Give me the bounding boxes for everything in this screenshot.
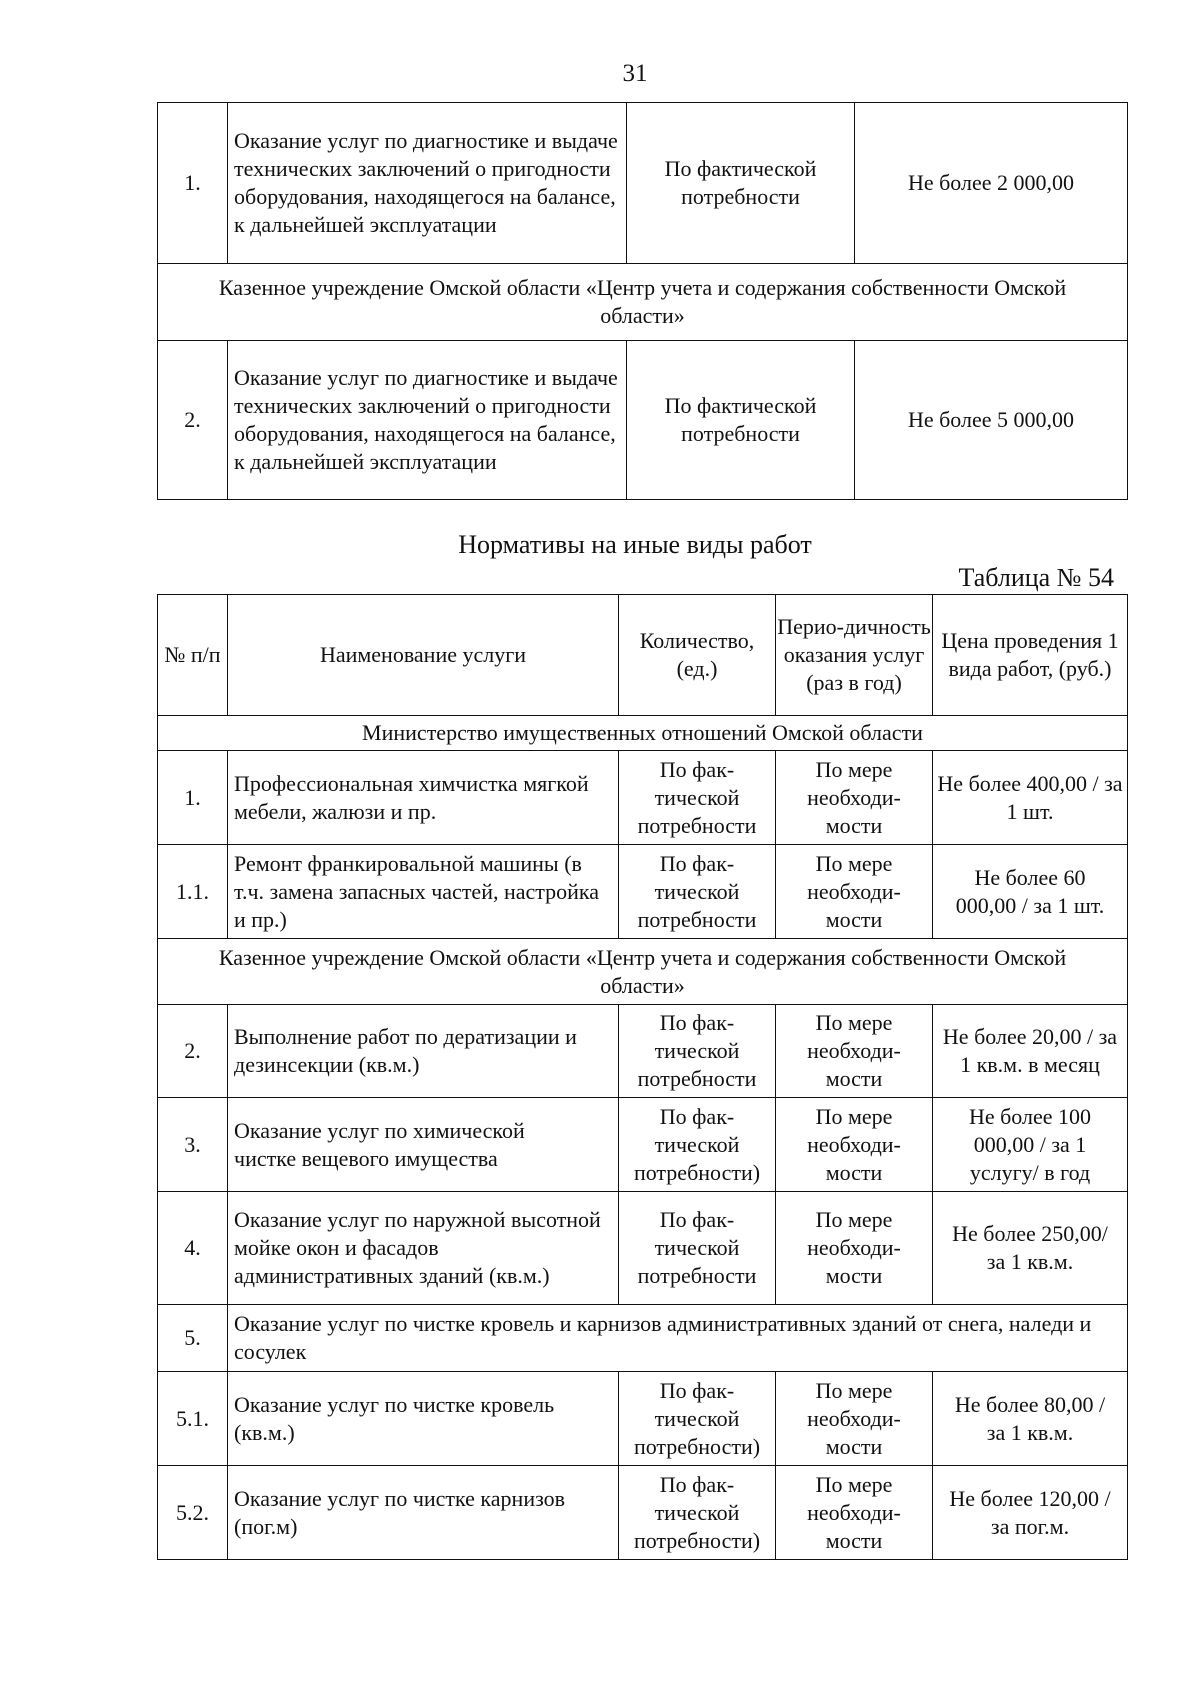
section-row — [158, 939, 1128, 1005]
column-header-price: Цена проведения 1 вида работ, (руб.) — [933, 595, 1128, 716]
table-54 — [157, 594, 1128, 1560]
table-label: Таблица № 54 — [958, 563, 1114, 592]
row-number: 2. — [158, 1005, 228, 1098]
price: Не более 2 000,00 — [855, 103, 1128, 264]
section-row — [158, 716, 1128, 751]
service-name: Оказание услуг по наружной высотной мойке окон и фасадов административных зданий (кв.м.) — [228, 1192, 619, 1305]
service-name: Выполнение работ по дератизации и дезинсекции (кв.м.) — [228, 1005, 619, 1098]
quantity: По фак-тической потребности) — [619, 1466, 776, 1560]
service-name: Оказание услуг по диагностике и выдаче технических заключений о пригодности оборудования, находящегося на балансе, к дальнейшей эксплуатации — [228, 103, 627, 264]
service-name: Оказание услуг по химической чистке вещевого имущества — [228, 1098, 619, 1192]
periodicity: По мере необходи-мости — [776, 1005, 933, 1098]
column-header-name: Наименование услуги — [228, 595, 619, 716]
section-heading: Министерство имущественных отношений Омской области — [158, 716, 1128, 751]
row-number: 3. — [158, 1098, 228, 1192]
column-header-number: № п/п — [158, 595, 228, 716]
row-number: 1. — [158, 751, 228, 845]
periodicity: По мере необходи-мости — [776, 1192, 933, 1305]
periodicity: По мере необходи-мости — [776, 751, 933, 845]
price: Не более 100 000,00 / за 1 услугу/ в год — [933, 1098, 1128, 1192]
periodicity: По мере необходи-мости — [776, 1372, 933, 1466]
header-row — [158, 595, 1128, 716]
row-number: 5.1. — [158, 1372, 228, 1466]
table-row — [158, 103, 1128, 264]
table-row — [158, 341, 1128, 500]
section-row — [158, 264, 1128, 341]
service-name: Профессиональная химчистка мягкой мебели, жалюзи и пр. — [228, 751, 619, 845]
table-row — [158, 1372, 1128, 1466]
table-row — [158, 1098, 1128, 1192]
page-number: 31 — [622, 60, 648, 87]
price: Не более 20,00 / за 1 кв.м. в месяц — [933, 1005, 1128, 1098]
periodicity: По мере необходи-мости — [776, 1466, 933, 1560]
table-row — [158, 751, 1128, 845]
quantity: По фак-тической потребности — [619, 1192, 776, 1305]
service-name: Ремонт франкировальной машины (в т.ч. замена запасных частей, настройка и пр.) — [228, 845, 619, 939]
row-number: 1. — [158, 103, 228, 264]
section-title: Нормативы на иные виды работ — [458, 530, 812, 559]
quantity: По фактической потребности — [627, 341, 855, 500]
table-row — [158, 1005, 1128, 1098]
section-heading: Казенное учреждение Омской области «Центр учета и содержания собственности Омской области» — [158, 939, 1128, 1005]
periodicity: По мере необходи-мости — [776, 1098, 933, 1192]
column-header-quantity: Количество, (ед.) — [619, 595, 776, 716]
quantity: По фак-тической потребности) — [619, 1372, 776, 1466]
row-number: 2. — [158, 341, 228, 500]
row-number: 4. — [158, 1192, 228, 1305]
quantity: По фак-тической потребности — [619, 845, 776, 939]
price: Не более 5 000,00 — [855, 341, 1128, 500]
service-name: Оказание услуг по чистке карнизов (пог.м) — [228, 1466, 619, 1560]
column-header-periodicity: Перио-дичность оказания услуг (раз в год) — [776, 595, 933, 716]
row-number: 5. — [158, 1305, 228, 1372]
services-table-continued — [157, 102, 1128, 500]
quantity: По фак-тической потребности) — [619, 1098, 776, 1192]
price: Не более 120,00 / за пог.м. — [933, 1466, 1128, 1560]
periodicity: По мере необходи-мости — [776, 845, 933, 939]
price: Не более 400,00 / за 1 шт. — [933, 751, 1128, 845]
table-row — [158, 1192, 1128, 1305]
price: Не более 80,00 / за 1 кв.м. — [933, 1372, 1128, 1466]
row-number: 1.1. — [158, 845, 228, 939]
table-row — [158, 845, 1128, 939]
quantity: По фак-тической потребности — [619, 1005, 776, 1098]
price: Не более 250,00/ за 1 кв.м. — [933, 1192, 1128, 1305]
row-number: 5.2. — [158, 1466, 228, 1560]
section-heading: Казенное учреждение Омской области «Центр учета и содержания собственности Омской области» — [158, 264, 1128, 341]
quantity: По фак-тической потребности — [619, 751, 776, 845]
table-row — [158, 1305, 1128, 1372]
service-name: Оказание услуг по диагностике и выдаче технических заключений о пригодности оборудования, находящегося на балансе, к дальнейшей эксплуатации — [228, 341, 627, 500]
quantity: По фактической потребности — [627, 103, 855, 264]
service-group-name: Оказание услуг по чистке кровель и карнизов административных зданий от снега, наледи и сосулек — [228, 1305, 1128, 1372]
table-row — [158, 1466, 1128, 1560]
service-name: Оказание услуг по чистке кровель (кв.м.) — [228, 1372, 619, 1466]
price: Не более 60 000,00 / за 1 шт. — [933, 845, 1128, 939]
